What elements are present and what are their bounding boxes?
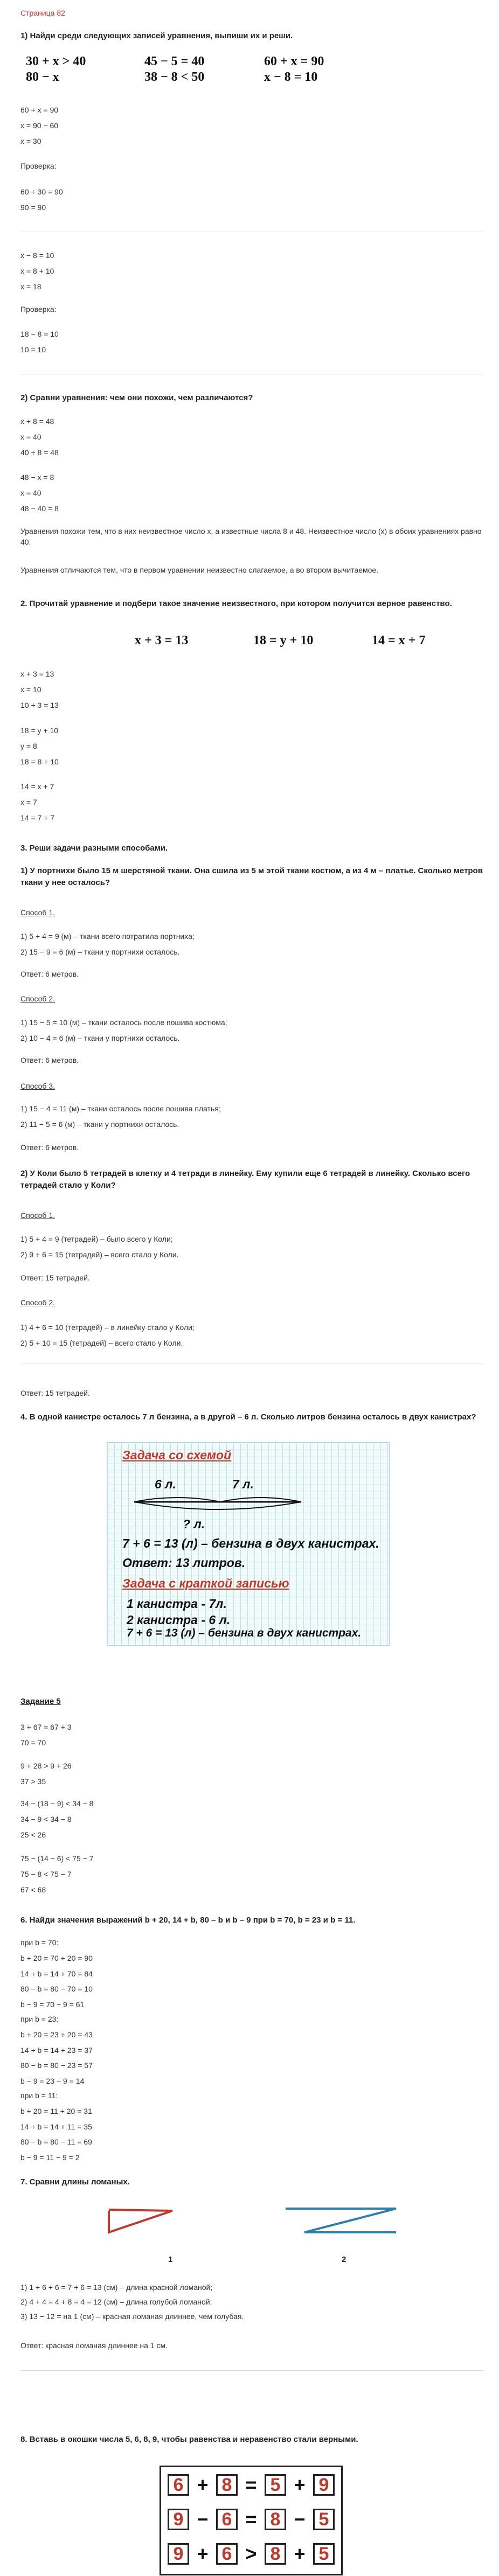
number-box: 5 <box>313 2509 335 2530</box>
line: 2) 15 − 9 = 6 (м) – ткани у портнихи осталось. <box>20 947 180 956</box>
number-box: 9 <box>168 2509 189 2530</box>
line: x = 18 <box>20 282 41 291</box>
line: x + 3 = 13 <box>20 670 54 678</box>
task2-heading: 2) Сравни уравнения: чем они похожи, чем различаются? <box>20 393 253 402</box>
line: 18 = y + 10 <box>20 726 59 735</box>
puzzle-row-2 <box>168 2508 335 2531</box>
line: 1) 15 − 4 = 11 (м) – ткани осталось после пошива платья; <box>20 1104 221 1113</box>
task1-expr-col2 <box>144 54 204 85</box>
line: b + 20 = 11 + 20 = 31 <box>20 2106 92 2115</box>
line: x = 40 <box>20 432 41 441</box>
line: 14 + b = 14 + 23 = 37 <box>20 2045 93 2055</box>
task2-a <box>20 417 59 457</box>
check-label: Проверка: <box>20 162 57 170</box>
task1-heading: 1) Найди среди следующих записей уравнения, выпиши их и реши. <box>20 31 293 40</box>
polylines-figure <box>102 2199 404 2251</box>
expr: 30 + x > 40 <box>26 54 86 68</box>
task9-heading: 8. Вставь в окошки числа 5, 6, 8, 9, чтобы равенства и неравенство стали верными. <box>20 2435 358 2444</box>
scheme-6l: 6 л. <box>155 1477 176 1491</box>
line: 1) 15 − 5 = 10 (м) – ткани осталось после пошива костюма; <box>20 1018 227 1027</box>
check-label: Проверка: <box>20 305 57 314</box>
line: 3 + 67 = 67 + 3 <box>20 1723 72 1731</box>
answer: Ответ: 6 метров. <box>20 970 79 978</box>
line: x = 40 <box>20 488 41 497</box>
line: b − 9 = 11 − 9 = 2 <box>20 2153 80 2162</box>
line: 75 − (14 − 6) < 75 − 7 <box>20 1854 94 1863</box>
way-label: Способ 3. <box>20 1082 56 1090</box>
task4-heading: 3. Реши задачи разными способами. <box>20 844 168 853</box>
line: 25 < 26 <box>20 1830 46 1839</box>
way-3-lines <box>20 1104 221 1129</box>
line: 48 − x = 8 <box>20 473 54 482</box>
line: y = 8 <box>20 741 37 750</box>
expr: x − 8 = 10 <box>264 69 318 84</box>
comparison-group-3 <box>20 1799 93 1839</box>
values-b70 <box>20 1938 93 2009</box>
line: 1) 5 + 4 = 9 (м) – ткани всего потратила портниха; <box>20 932 195 941</box>
line: x = 90 − 60 <box>20 121 59 130</box>
line: 14 = x + 7 <box>20 782 54 791</box>
number-box: 8 <box>216 2474 238 2496</box>
operator: > <box>245 2543 257 2565</box>
number-puzzle <box>160 2466 343 2575</box>
task3-c <box>20 782 54 822</box>
blue-polyline <box>286 2209 396 2232</box>
line: 80 − b = 80 − 23 = 57 <box>20 2061 93 2070</box>
line: 2) 9 + 6 = 15 (тетрадей) – всего стало у Коли. <box>20 1250 179 1259</box>
expr: 38 − 8 < 50 <box>144 69 205 84</box>
way-label: Способ 2. <box>20 994 56 1003</box>
line: 80 − b = 80 − 11 = 69 <box>20 2138 92 2147</box>
line: 67 < 68 <box>20 1885 46 1894</box>
task1-expr-col3 <box>264 54 324 85</box>
operator: − <box>197 2508 209 2530</box>
line: 9 + 28 > 9 + 26 <box>20 1762 72 1770</box>
polyline-label-1: 1 <box>168 2255 173 2264</box>
short-equation: 7 + 6 = 13 (л) – бензина в двух канистрах. <box>127 1627 362 1639</box>
line: 10 = 10 <box>20 345 46 354</box>
comparison-group-4 <box>20 1854 93 1894</box>
answer: Ответ: 15 тетрадей. <box>20 1273 90 1282</box>
expr: 80 − x <box>26 69 59 84</box>
line: x = 10 <box>20 685 41 694</box>
way-1-lines <box>20 932 195 957</box>
line: 75 − 8 < 75 − 7 <box>20 1869 72 1878</box>
answer: Ответ: 6 метров. <box>20 1056 79 1064</box>
line: 80 − b = 80 − 70 = 10 <box>20 1985 93 1994</box>
expr: 60 + x = 90 <box>264 54 324 68</box>
comparison-group-2 <box>20 1762 72 1786</box>
task8-lines <box>20 2283 244 2321</box>
task4-subtask-2: 2) У Коли было 5 тетрадей в клетку и 4 тетради в линейку. Ему купили еще 6 тетрадей в линейку. Сколько всего тетрадей стало у Коли? <box>20 1169 470 1190</box>
number-box: 9 <box>168 2543 189 2565</box>
line: 2) 10 − 4 = 6 (м) – ткани у портнихи осталось. <box>20 1033 180 1042</box>
operator: + <box>197 2543 209 2565</box>
line: 1) 5 + 4 = 9 (тетрадей) – было всего у Коли; <box>20 1235 173 1243</box>
expr: 45 − 5 = 40 <box>144 54 205 68</box>
values-b11 <box>20 2091 92 2162</box>
operator: = <box>245 2508 257 2530</box>
task4-subtask-1: 1) У портнихи было 15 м шерстяной ткани. Она сшила из 5 м этой ткани костюм, а из 4 м – платье. Сколько метров ткани у нее осталось? <box>20 866 483 887</box>
task1-solution-1 <box>20 106 58 145</box>
line: x = 30 <box>20 136 41 145</box>
task3-eq-1: x + 3 = 13 <box>135 633 189 648</box>
line: x + 8 = 48 <box>20 417 54 426</box>
puzzle-row-1 <box>168 2474 335 2496</box>
line: b + 20 = 70 + 20 = 90 <box>20 1953 93 1962</box>
task3-eq-3: 14 = x + 7 <box>372 633 426 648</box>
task6-heading: Задание 5 <box>20 1697 61 1706</box>
line: 34 − 9 < 34 − 8 <box>20 1814 72 1823</box>
line: b + 20 = 23 + 20 = 43 <box>20 2030 93 2039</box>
task1-solution-2 <box>20 251 54 291</box>
task1-expr-col1 <box>26 54 86 85</box>
page-title: Страница 82 <box>20 9 65 17</box>
line: 60 + x = 90 <box>20 106 59 114</box>
operator: + <box>294 2474 306 2496</box>
values-b23 <box>20 2015 93 2086</box>
line: 14 + b = 14 + 11 = 35 <box>20 2122 92 2131</box>
line: b − 9 = 70 − 9 = 61 <box>20 2000 85 2009</box>
task3-heading: 2. Прочитай уравнение и подбери такое значение неизвестного, при котором получится верное равенство. <box>20 599 452 608</box>
line: 48 − 40 = 8 <box>20 504 59 513</box>
way-label: Способ 1. <box>20 1211 56 1220</box>
line: 18 = 8 + 10 <box>20 757 59 766</box>
operator: = <box>245 2474 257 2496</box>
operator: + <box>294 2543 306 2565</box>
answer: Ответ: 6 метров. <box>20 1143 79 1152</box>
line: x = 7 <box>20 797 37 806</box>
line: 1) 4 + 6 = 10 (тетрадей) – в линейку стало у Коли; <box>20 1323 195 1332</box>
scheme-diagram <box>129 1492 307 1519</box>
short-line-1: 1 канистра - 7л. <box>127 1597 227 1611</box>
line: 2) 5 + 10 = 15 (тетрадей) – всего стало у Коли. <box>20 1338 183 1347</box>
line: 14 = 7 + 7 <box>20 813 55 822</box>
way-label: Способ 1. <box>20 908 56 917</box>
line: 40 + 8 = 48 <box>20 448 59 457</box>
line: 2) 11 − 5 = 6 (м) – ткани у портнихи осталось. <box>20 1119 179 1129</box>
scheme-equation: 7 + 6 = 13 (л) – бензина в двух канистрах. <box>122 1536 379 1550</box>
task8-answer: Ответ: красная ломаная длиннее на 1 см. <box>20 2341 168 2350</box>
line: 18 − 8 = 10 <box>20 330 59 338</box>
grid-title-short: Задача с краткой записью <box>122 1576 289 1590</box>
line: 14 + b = 14 + 70 = 84 <box>20 1969 93 1978</box>
task3-a <box>20 670 59 709</box>
short-line-2: 2 канистра - 6 л. <box>127 1613 231 1627</box>
number-box: 8 <box>265 2509 286 2530</box>
number-box: 5 <box>265 2474 286 2496</box>
task2-b <box>20 473 59 513</box>
red-polyline <box>109 2210 172 2232</box>
line: при b = 23: <box>20 2015 59 2023</box>
way-2-lines <box>20 1018 227 1043</box>
line: при b = 70: <box>20 1938 59 1947</box>
notebook-grid-image <box>107 1442 390 1646</box>
task7-heading: 6. Найди значения выражений b + 20, 14 + b, 80 – b и b – 9 при b = 70, b = 23 и b = 11. <box>20 1916 356 1925</box>
line: 90 = 90 <box>20 203 46 212</box>
scheme-answer: Ответ: 13 литров. <box>122 1556 246 1570</box>
task3-b <box>20 726 59 766</box>
kolya-way-1-lines <box>20 1235 179 1259</box>
comparison-group-1 <box>20 1723 72 1747</box>
divider <box>20 2370 484 2371</box>
task1-check-1 <box>20 187 63 212</box>
line: b − 9 = 23 − 9 = 14 <box>20 2077 85 2086</box>
task8-heading: 7. Сравни длины ломаных. <box>20 2177 130 2187</box>
polyline-label-2: 2 <box>342 2255 346 2264</box>
line: при b = 11: <box>20 2091 58 2100</box>
way-label: Способ 2. <box>20 1298 56 1307</box>
number-box: 9 <box>313 2474 335 2496</box>
line: 60 + 30 = 90 <box>20 187 63 196</box>
operator: − <box>294 2508 306 2530</box>
scheme-question: ? л. <box>183 1517 205 1531</box>
task1-check-2 <box>20 330 59 354</box>
line: 34 − (18 − 9) < 34 − 8 <box>20 1799 94 1808</box>
line: 3) 13 − 12 = на 1 (см) – красная ломаная длиннее, чем голубая. <box>20 2312 244 2321</box>
line: 70 = 70 <box>20 1738 46 1747</box>
line: x = 8 + 10 <box>20 266 54 275</box>
number-box: 8 <box>265 2543 286 2565</box>
operator: + <box>197 2474 209 2496</box>
task2-paragraph-2: Уравнения отличаются тем, что в первом уравнении неизвестно слагаемое, а во втором вычитаемое. <box>20 566 379 574</box>
number-box: 6 <box>168 2474 189 2496</box>
line: 10 + 3 = 13 <box>20 700 59 709</box>
number-box: 6 <box>216 2509 238 2530</box>
line: x − 8 = 10 <box>20 251 54 260</box>
answer: Ответ: 15 тетрадей. <box>20 1389 90 1397</box>
kolya-way-2-lines <box>20 1323 195 1348</box>
scheme-7l: 7 л. <box>232 1477 254 1491</box>
task2-paragraph-1: Уравнения похожи тем, что в них неизвестное число x, а известные числа 8 и 48. Неизвестное число (x) в обоих уравнениях равно 40. <box>20 527 482 547</box>
number-box: 6 <box>216 2543 238 2565</box>
grid-title-scheme: Задача со схемой <box>122 1448 232 1462</box>
line: 37 > 35 <box>20 1777 46 1786</box>
puzzle-row-3 <box>168 2543 335 2565</box>
task5-heading: 4. В одной канистре осталось 7 л бензина, а в другой – 6 л. Сколько литров бензина осталось в двух канистрах? <box>20 1412 476 1422</box>
line: 1) 1 + 6 + 6 = 7 + 6 = 13 (см) – длина красной ломаной; <box>20 2283 213 2292</box>
task3-eq-2: 18 = y + 10 <box>253 633 314 648</box>
number-box: 5 <box>313 2543 335 2565</box>
line: 2) 4 + 4 = 4 + 8 = 4 = 12 (см) – длина голубой ломаной; <box>20 2297 212 2306</box>
